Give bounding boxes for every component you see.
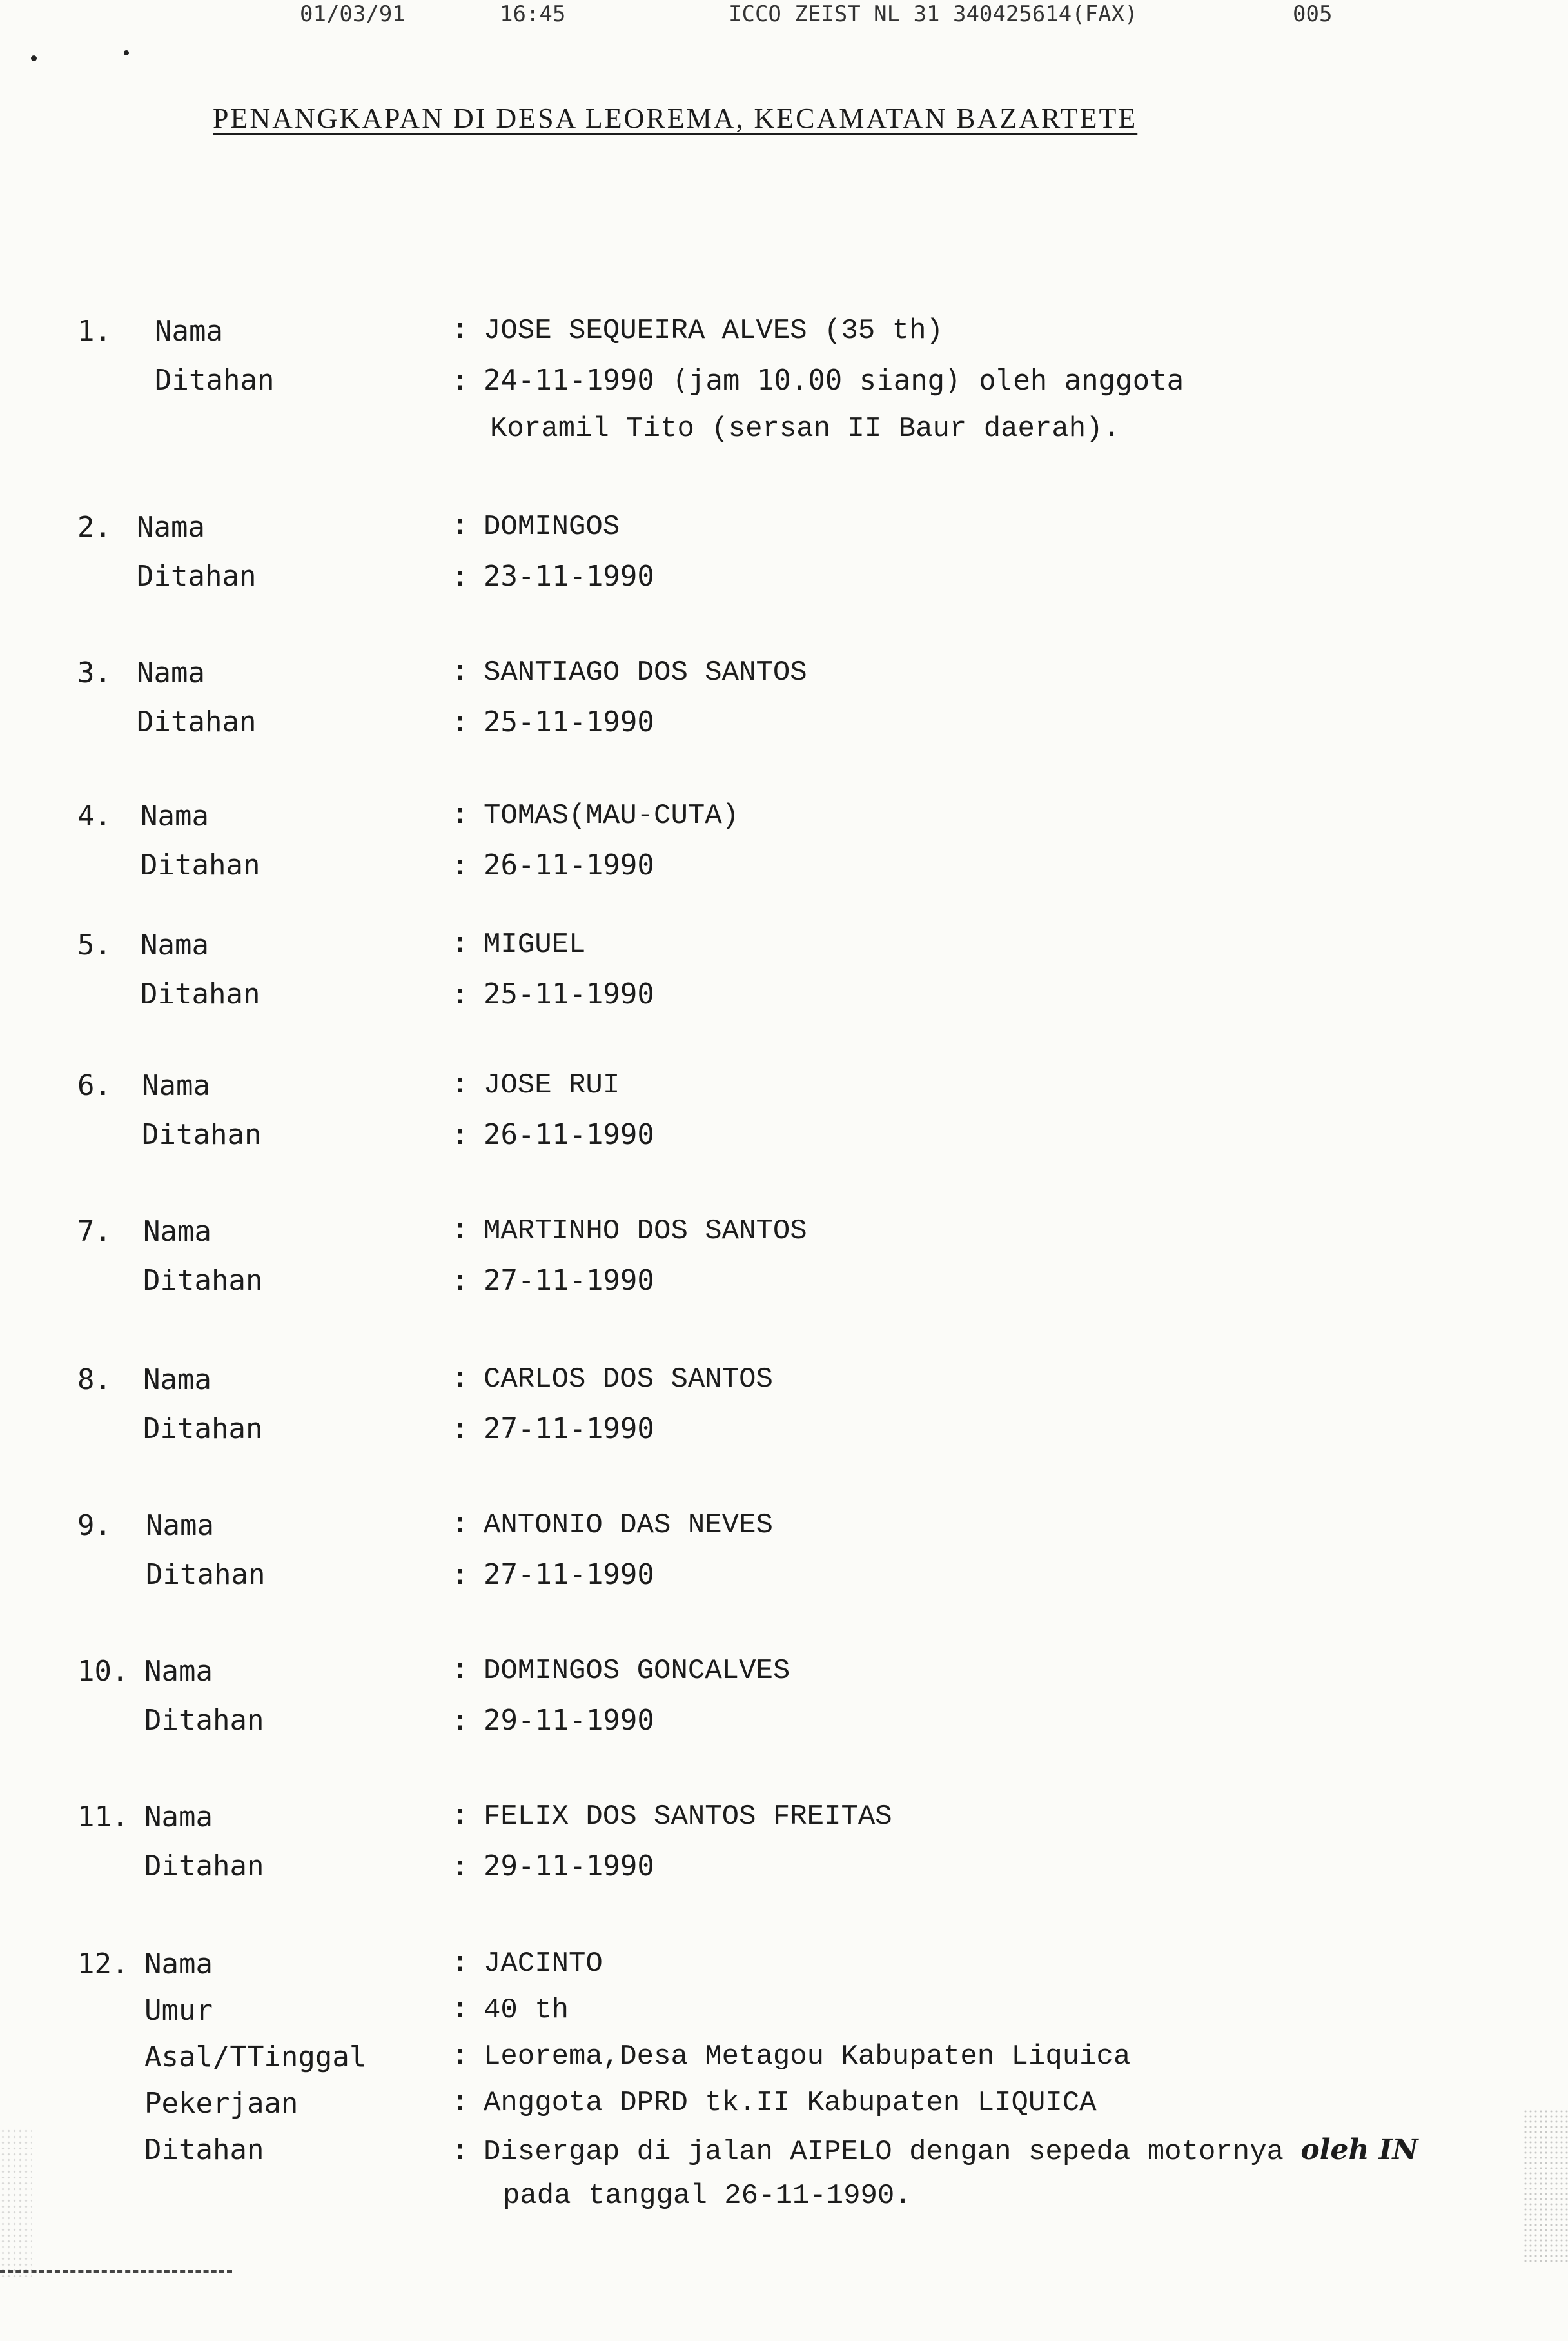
colon: :	[451, 1801, 469, 1833]
colon: :	[451, 1415, 469, 1447]
colon: :	[451, 511, 469, 543]
colon: :	[451, 2136, 469, 2168]
name-value	[451, 1215, 807, 1247]
colon: :	[451, 1655, 469, 1687]
detained-label: Ditahan	[141, 849, 260, 882]
detained-label: Ditahan	[143, 1264, 263, 1297]
occupation-value	[451, 2087, 1097, 2119]
name-label: Nama	[137, 511, 205, 544]
page-divider	[0, 2270, 232, 2273]
name-value	[451, 800, 739, 832]
detained-label: Ditahan	[146, 1558, 266, 1591]
detained-date: 23-11-1990	[484, 560, 654, 593]
detained-date: 29-11-1990	[484, 1850, 654, 1882]
colon: :	[451, 929, 469, 961]
detainee-name: MARTINHO DOS SANTOS	[484, 1215, 807, 1247]
detained-value	[451, 560, 654, 595]
colon: :	[451, 1121, 469, 1153]
entry-number: 7.	[77, 1215, 112, 1248]
name-label: Nama	[144, 1948, 213, 1980]
handwritten-note: oleh IN	[1300, 2133, 1418, 2166]
detainee-entry-4	[77, 800, 1496, 898]
colon: :	[451, 1948, 469, 1980]
scan-noise	[1523, 2109, 1568, 2264]
colon: :	[451, 800, 469, 832]
entry-number: 2.	[77, 511, 112, 544]
detainee-entry-12	[77, 1948, 1496, 2226]
detainee-entry-3	[77, 657, 1496, 755]
name-label: Nama	[142, 1069, 210, 1102]
colon: :	[451, 1994, 469, 2026]
name-row	[77, 929, 1496, 978]
colon: :	[451, 1215, 469, 1247]
colon: :	[451, 1706, 469, 1739]
detainee-name: DOMINGOS GONCALVES	[484, 1655, 790, 1687]
entry-number: 12.	[77, 1948, 129, 1980]
detainee-entry-10	[77, 1655, 1496, 1753]
entry-number: 4.	[77, 800, 112, 833]
detainee-name: JOSE SEQUEIRA ALVES (35 th)	[484, 315, 943, 347]
detained-row	[77, 978, 1496, 1027]
detained-label: Ditahan	[142, 1118, 262, 1151]
detained-label: Ditahan	[137, 560, 257, 593]
colon: :	[451, 2087, 469, 2119]
scan-noise	[0, 2128, 32, 2277]
name-value	[451, 1363, 773, 1396]
detained-label: Ditahan	[141, 978, 260, 1011]
name-label: Nama	[144, 1655, 213, 1688]
name-value	[451, 657, 807, 689]
name-value	[451, 1948, 603, 1980]
colon: :	[451, 657, 469, 689]
detainee-name: ANTONIO DAS NEVES	[484, 1509, 773, 1541]
detained-date: 25-11-1990	[484, 706, 654, 738]
detainee-name: MIGUEL	[484, 929, 586, 961]
detained-row	[77, 1118, 1496, 1167]
colon: :	[451, 562, 469, 595]
detained-continuation-row	[77, 413, 1496, 462]
detained-continuation: pada tanggal 26-11-1990.	[503, 2180, 912, 2212]
detained-date: 25-11-1990	[484, 978, 654, 1011]
colon: :	[451, 1852, 469, 1884]
colon: :	[451, 1509, 469, 1541]
detainee-name: FELIX DOS SANTOS FREITAS	[484, 1801, 892, 1833]
colon: :	[451, 1267, 469, 1299]
detainee-entry-1	[77, 315, 1496, 462]
age-label: Umur	[144, 1994, 213, 2027]
detained-row	[77, 1558, 1496, 1607]
fax-page-number: 005	[1293, 1, 1333, 27]
document-title: PENANGKAPAN DI DESA LEOREMA, KECAMATAN BAZARTETE	[213, 103, 1138, 134]
age-value	[451, 1994, 569, 2026]
detained-continuation-row	[77, 2180, 1496, 2226]
name-value	[451, 511, 620, 543]
entry-number: 8.	[77, 1363, 112, 1396]
entry-number: 6.	[77, 1069, 112, 1102]
colon: :	[451, 1069, 469, 1101]
name-value	[451, 1069, 620, 1101]
name-value	[451, 929, 585, 961]
name-value	[451, 315, 943, 347]
name-row	[77, 1363, 1496, 1412]
detained-row	[77, 1412, 1496, 1461]
entry-number: 3.	[77, 657, 112, 689]
detained-row	[77, 849, 1496, 898]
name-row	[77, 800, 1496, 849]
detained-date: 27-11-1990	[484, 1264, 654, 1297]
detained-label: Ditahan	[143, 1412, 263, 1445]
detained-row	[77, 706, 1496, 755]
colon: :	[451, 315, 469, 347]
detainee-name: TOMAS(MAU-CUTA)	[484, 800, 740, 832]
detainee-name: SANTIAGO DOS SANTOS	[484, 657, 807, 689]
detainee-entry-11	[77, 1801, 1496, 1899]
detained-value	[451, 978, 654, 1012]
detained-label: Ditahan	[144, 2133, 264, 2166]
name-row	[77, 315, 1496, 364]
detainee-occupation: Anggota DPRD tk.II Kabupaten LIQUICA	[484, 2087, 1097, 2119]
scan-speck	[124, 50, 129, 55]
entry-number: 9.	[77, 1509, 112, 1542]
entry-number: 10.	[77, 1655, 129, 1688]
name-row	[77, 1655, 1496, 1704]
fax-sender: ICCO ZEIST NL 31 340425614(FAX)	[729, 1, 1138, 27]
detained-date: 26-11-1990	[484, 1118, 654, 1151]
detained-value	[451, 364, 1184, 399]
name-label: Nama	[143, 1363, 211, 1396]
name-row	[77, 1801, 1496, 1850]
name-row	[77, 511, 1496, 560]
colon: :	[451, 366, 469, 399]
detained-label: Ditahan	[137, 706, 257, 738]
detained-description: Disergap di jalan AIPELO dengan sepeda motornya	[484, 2136, 1284, 2168]
detained-date: 26-11-1990	[484, 849, 654, 882]
detainee-entry-9	[77, 1509, 1496, 1607]
detained-date: 24-11-1990 (jam 10.00 siang) oleh anggota	[484, 364, 1184, 397]
detained-value	[451, 1704, 654, 1739]
name-value	[451, 1801, 892, 1833]
name-label: Nama	[141, 929, 209, 962]
detained-row	[77, 1704, 1496, 1753]
detained-date: 27-11-1990	[484, 1412, 654, 1445]
detained-date: 27-11-1990	[484, 1558, 654, 1591]
detained-label: Ditahan	[155, 364, 275, 397]
name-value	[451, 1655, 790, 1687]
detained-value	[451, 706, 654, 740]
detained-date: 29-11-1990	[484, 1704, 654, 1737]
detainee-name: CARLOS DOS SANTOS	[484, 1363, 773, 1396]
fax-date: 01/03/91	[300, 1, 406, 27]
name-label: Nama	[143, 1215, 211, 1248]
origin-value	[451, 2040, 1130, 2073]
detained-label: Ditahan	[144, 1704, 264, 1737]
name-row	[77, 1948, 1496, 1994]
detained-label: Ditahan	[144, 1850, 264, 1882]
fax-header	[0, 0, 1568, 39]
name-value	[451, 1509, 773, 1541]
entry-number: 5.	[77, 929, 112, 962]
detained-value	[451, 1412, 654, 1447]
fax-time: 16:45	[500, 1, 566, 27]
age-row	[77, 1994, 1496, 2040]
name-row	[77, 1509, 1496, 1558]
colon: :	[451, 1561, 469, 1593]
colon: :	[451, 1363, 469, 1396]
detainee-age: 40 th	[484, 1994, 569, 2026]
name-label: Nama	[144, 1801, 213, 1833]
detained-row	[77, 364, 1496, 413]
detainee-entry-8	[77, 1363, 1496, 1461]
detained-value	[451, 1850, 654, 1884]
detained-row	[77, 1850, 1496, 1899]
colon: :	[451, 708, 469, 740]
origin-row	[77, 2040, 1496, 2087]
detained-continuation: Koramil Tito (sersan II Baur daerah).	[490, 413, 1120, 445]
name-row	[77, 1215, 1496, 1264]
detainee-entry-7	[77, 1215, 1496, 1313]
entry-number: 1.	[77, 315, 112, 348]
colon: :	[451, 2040, 469, 2073]
detained-row	[77, 2133, 1496, 2180]
scan-speck	[31, 55, 37, 61]
origin-label: Asal/TTinggal	[144, 2040, 367, 2073]
detainee-name: JACINTO	[484, 1948, 603, 1980]
detained-row	[77, 560, 1496, 609]
colon: :	[451, 980, 469, 1012]
name-label: Nama	[141, 800, 209, 833]
detainee-entry-6	[77, 1069, 1496, 1167]
entry-number: 11.	[77, 1801, 129, 1833]
detainee-name: JOSE RUI	[484, 1069, 620, 1101]
detained-value	[451, 1118, 654, 1153]
detained-value	[451, 1558, 654, 1593]
detained-value	[451, 849, 654, 884]
detainee-entry-2	[77, 511, 1496, 609]
detained-row	[77, 1264, 1496, 1313]
detainee-name: DOMINGOS	[484, 511, 620, 543]
occupation-label: Pekerjaan	[144, 2087, 299, 2120]
colon: :	[451, 851, 469, 884]
detained-value	[451, 2133, 1418, 2168]
detainee-entry-5	[77, 929, 1496, 1027]
detained-value	[451, 1264, 654, 1299]
occupation-row	[77, 2087, 1496, 2133]
name-row	[77, 657, 1496, 706]
detainee-origin: Leorema,Desa Metagou Kabupaten Liquica	[484, 2040, 1131, 2073]
name-row	[77, 1069, 1496, 1118]
name-label: Nama	[137, 657, 205, 689]
name-label: Nama	[155, 315, 223, 348]
name-label: Nama	[146, 1509, 214, 1542]
